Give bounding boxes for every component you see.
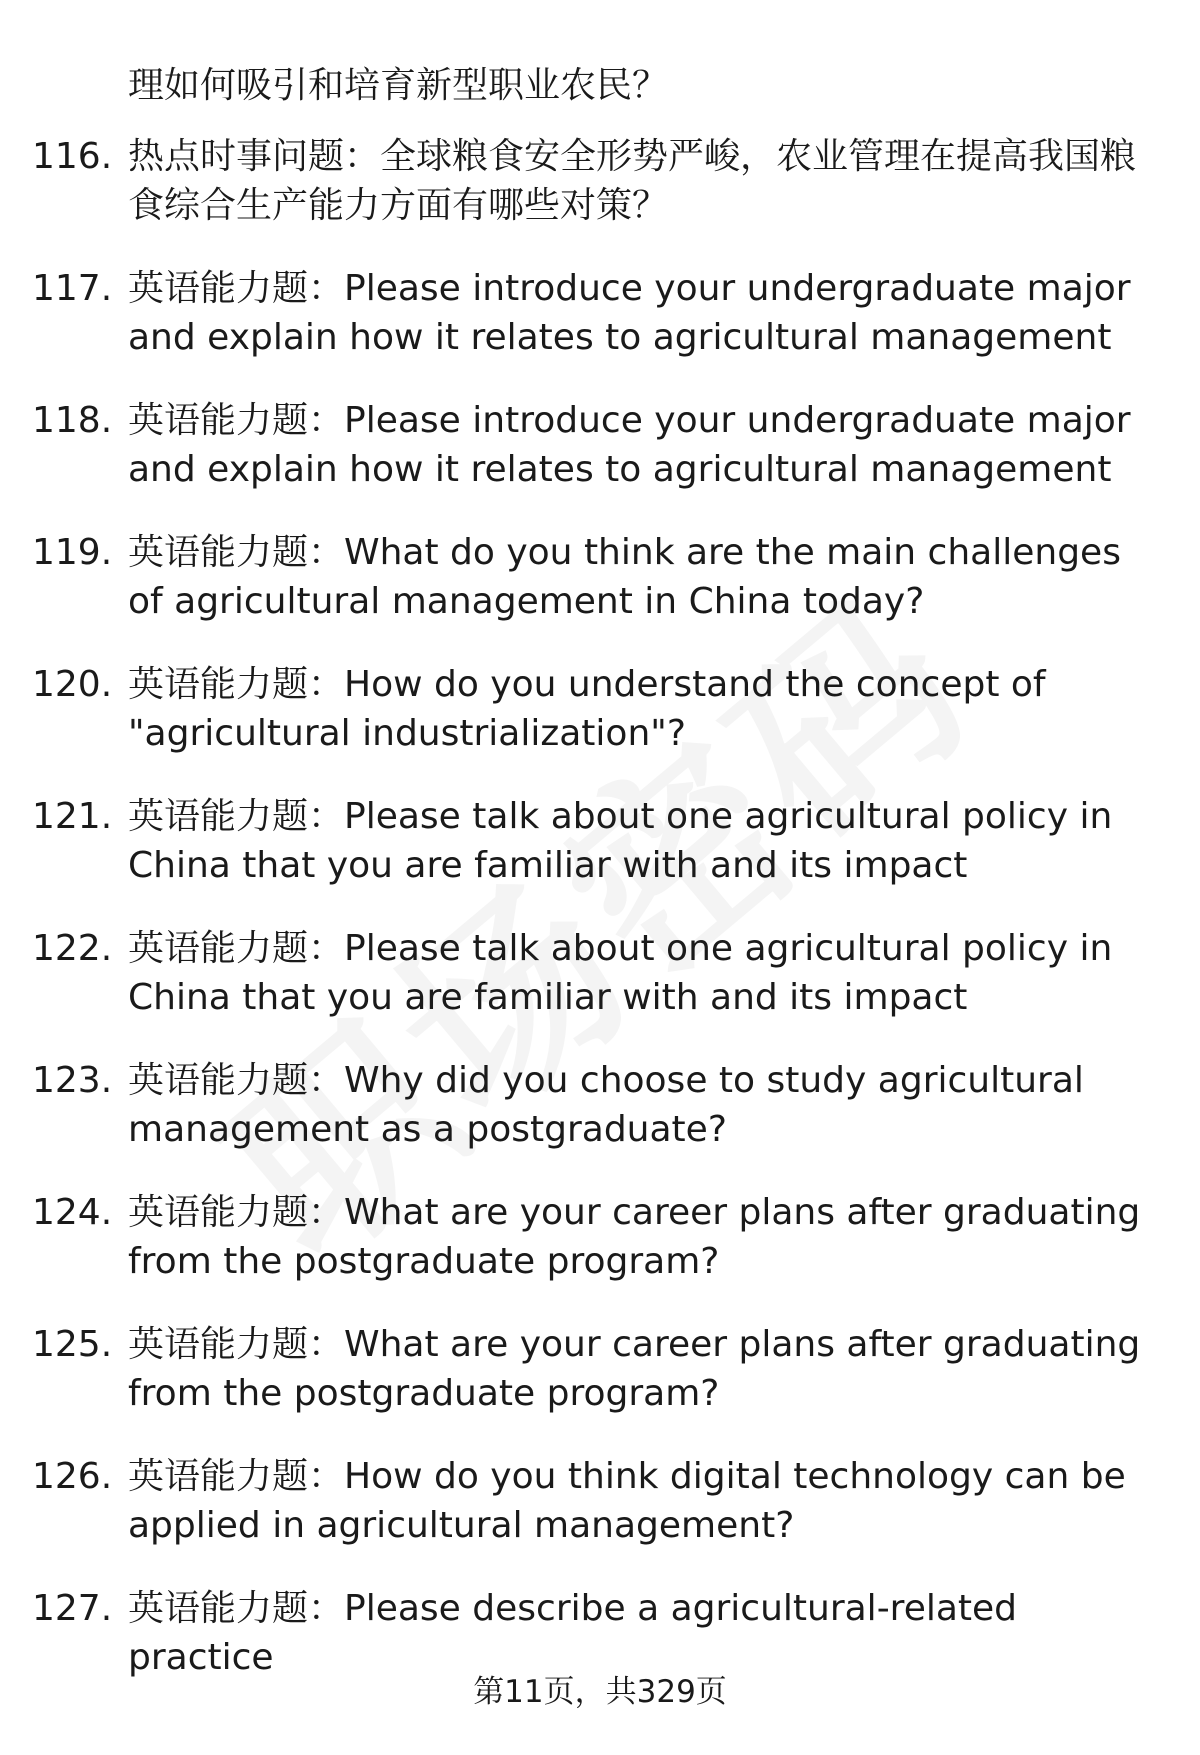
question-text: 英语能力题：What are your career plans after graduating from the postgraduate program? — [128, 1324, 1141, 1414]
question-text: 英语能力题：What do you think are the main challenges of agricultural management in China today? — [128, 532, 1121, 622]
question-number: 123. — [32, 1060, 113, 1101]
question-item — [0, 1320, 1200, 1452]
question-text: 英语能力题：How do you understand the concept of "agricultural industrialization"? — [128, 664, 1046, 754]
question-item — [0, 528, 1200, 660]
question-text: 英语能力题：Why did you choose to study agricultural management as a postgraduate? — [128, 1060, 1084, 1150]
question-text: 英语能力题：Please introduce your undergraduate major and explain how it relates to agricultural management — [128, 268, 1131, 358]
question-number: 118. — [32, 400, 113, 441]
question-item — [0, 924, 1200, 1056]
question-item — [0, 264, 1200, 396]
question-text: 英语能力题：What are your career plans after graduating from the postgraduate program? — [128, 1192, 1141, 1282]
question-item — [0, 660, 1200, 792]
question-text: 英语能力题：Please talk about one agricultural policy in China that you are familiar with and its impact — [128, 796, 1113, 886]
question-number: 116. — [32, 136, 113, 177]
question-item — [0, 1056, 1200, 1188]
question-number: 125. — [32, 1324, 113, 1365]
question-text: 英语能力题：Please introduce your undergraduate major and explain how it relates to agricultural management — [128, 400, 1131, 490]
continued-question-text: 理如何吸引和培育新型职业农民？ — [128, 65, 669, 106]
page-number-footer: 第11页，共329页 — [473, 1674, 727, 1710]
question-item — [0, 396, 1200, 528]
question-number: 117. — [32, 268, 113, 309]
question-number: 126. — [32, 1456, 113, 1497]
question-number: 122. — [32, 928, 113, 969]
question-text: 英语能力题：Please talk about one agricultural policy in China that you are familiar with and its impact — [128, 928, 1113, 1018]
question-text: 热点时事问题：全球粮食安全形势严峻，农业管理在提高我国粮食综合生产能力方面有哪些对策？ — [128, 136, 1137, 226]
question-number: 119. — [32, 532, 113, 573]
question-item — [0, 792, 1200, 924]
question-text: 英语能力题：How do you think digital technology can be applied in agricultural management? — [128, 1456, 1126, 1546]
question-number: 120. — [32, 664, 113, 705]
question-number: 127. — [32, 1588, 113, 1629]
question-item — [0, 132, 1200, 264]
question-item — [0, 1452, 1200, 1584]
question-text: 英语能力题：Please describe a agricultural-related practice — [128, 1588, 1018, 1678]
question-item — [0, 1188, 1200, 1320]
question-number: 124. — [32, 1192, 113, 1233]
question-number: 121. — [32, 796, 113, 837]
question-list — [0, 132, 1200, 1716]
